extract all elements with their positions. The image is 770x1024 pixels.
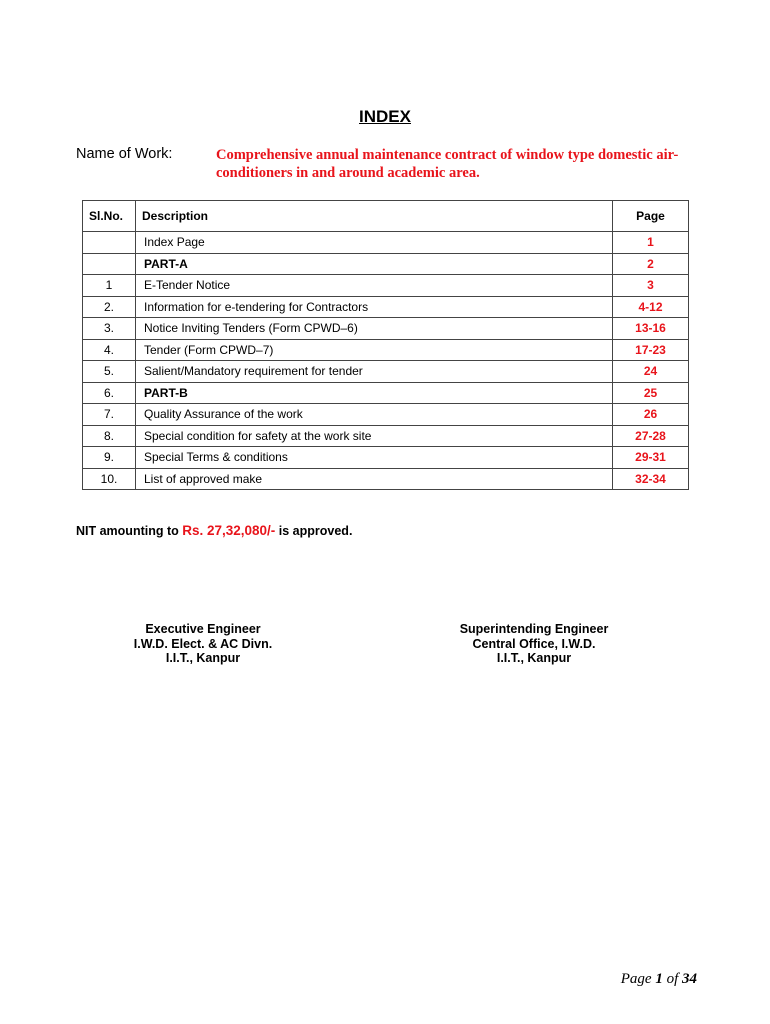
- row-description: List of approved make: [136, 468, 613, 490]
- table-row: [83, 296, 689, 318]
- page-number: [621, 971, 697, 988]
- table-row: [83, 382, 689, 404]
- index-table: [82, 200, 689, 490]
- row-description: Special condition for safety at the work site: [136, 425, 613, 447]
- table-row: [83, 447, 689, 469]
- row-page: 13-16: [613, 318, 689, 340]
- table-header-row: [83, 201, 689, 232]
- signature-executive-engineer: [103, 622, 303, 666]
- row-sl-no: 6.: [83, 382, 136, 404]
- row-description: Salient/Mandatory requirement for tender: [136, 361, 613, 383]
- row-sl-no: [83, 232, 136, 254]
- header-sl-no: Sl.No.: [83, 201, 136, 232]
- row-sl-no: 9.: [83, 447, 136, 469]
- table-row: [83, 318, 689, 340]
- table-row: [83, 339, 689, 361]
- row-page: 17-23: [613, 339, 689, 361]
- signature-line: Superintending Engineer: [459, 622, 609, 636]
- row-page: 3: [613, 275, 689, 297]
- row-page: 26: [613, 404, 689, 426]
- approval-prefix: NIT amounting to: [76, 524, 183, 538]
- signature-line: I.I.T., Kanpur: [165, 651, 241, 665]
- row-description: Notice Inviting Tenders (Form CPWD–6): [136, 318, 613, 340]
- row-sl-no: [83, 253, 136, 275]
- header-page: Page: [613, 201, 689, 232]
- page-current: 1: [655, 971, 663, 987]
- row-page: 2: [613, 253, 689, 275]
- page-of-word: of: [662, 971, 682, 987]
- signature-line: Executive Engineer: [145, 622, 261, 636]
- header-description: Description: [136, 201, 613, 232]
- signature-line: I.I.T., Kanpur: [496, 651, 572, 665]
- table-row: [83, 468, 689, 490]
- row-page: 4-12: [613, 296, 689, 318]
- row-description: Quality Assurance of the work: [136, 404, 613, 426]
- row-description: PART-A: [136, 253, 613, 275]
- index-heading: INDEX: [359, 107, 411, 126]
- row-description: Special Terms & conditions: [136, 447, 613, 469]
- approval-suffix: is approved.: [275, 524, 353, 538]
- row-description: PART-B: [136, 382, 613, 404]
- table-row: [83, 253, 689, 275]
- approval-statement: [76, 523, 352, 538]
- row-sl-no: 1: [83, 275, 136, 297]
- work-label: Name of Work:: [76, 146, 173, 162]
- work-description: Comprehensive annual maintenance contract of window type domestic air-conditioners in and around academic area.: [216, 147, 679, 181]
- signature-superintending-engineer: [434, 622, 634, 666]
- row-page: 1: [613, 232, 689, 254]
- row-sl-no: 8.: [83, 425, 136, 447]
- signature-line: Central Office, I.W.D.: [472, 636, 596, 651]
- row-page: 27-28: [613, 425, 689, 447]
- row-page: 32-34: [613, 468, 689, 490]
- table-row: [83, 361, 689, 383]
- page-total: 34: [682, 971, 697, 987]
- row-description: E-Tender Notice: [136, 275, 613, 297]
- row-page: 29-31: [613, 447, 689, 469]
- row-page: 24: [613, 361, 689, 383]
- row-sl-no: 2.: [83, 296, 136, 318]
- row-sl-no: 4.: [83, 339, 136, 361]
- row-sl-no: 5.: [83, 361, 136, 383]
- row-description: Information for e-tendering for Contractors: [136, 296, 613, 318]
- table-row: [83, 404, 689, 426]
- page-word: Page: [620, 971, 656, 987]
- row-page: 25: [613, 382, 689, 404]
- signature-line: I.W.D. Elect. & AC Divn.: [133, 636, 273, 651]
- table-row: [83, 232, 689, 254]
- row-description: Tender (Form CPWD–7): [136, 339, 613, 361]
- row-sl-no: 10.: [83, 468, 136, 490]
- table-body: [83, 232, 689, 490]
- table-row: [83, 275, 689, 297]
- row-description: Index Page: [136, 232, 613, 254]
- table-row: [83, 425, 689, 447]
- approval-amount: Rs. 27,32,080/-: [182, 523, 276, 538]
- row-sl-no: 7.: [83, 404, 136, 426]
- row-sl-no: 3.: [83, 318, 136, 340]
